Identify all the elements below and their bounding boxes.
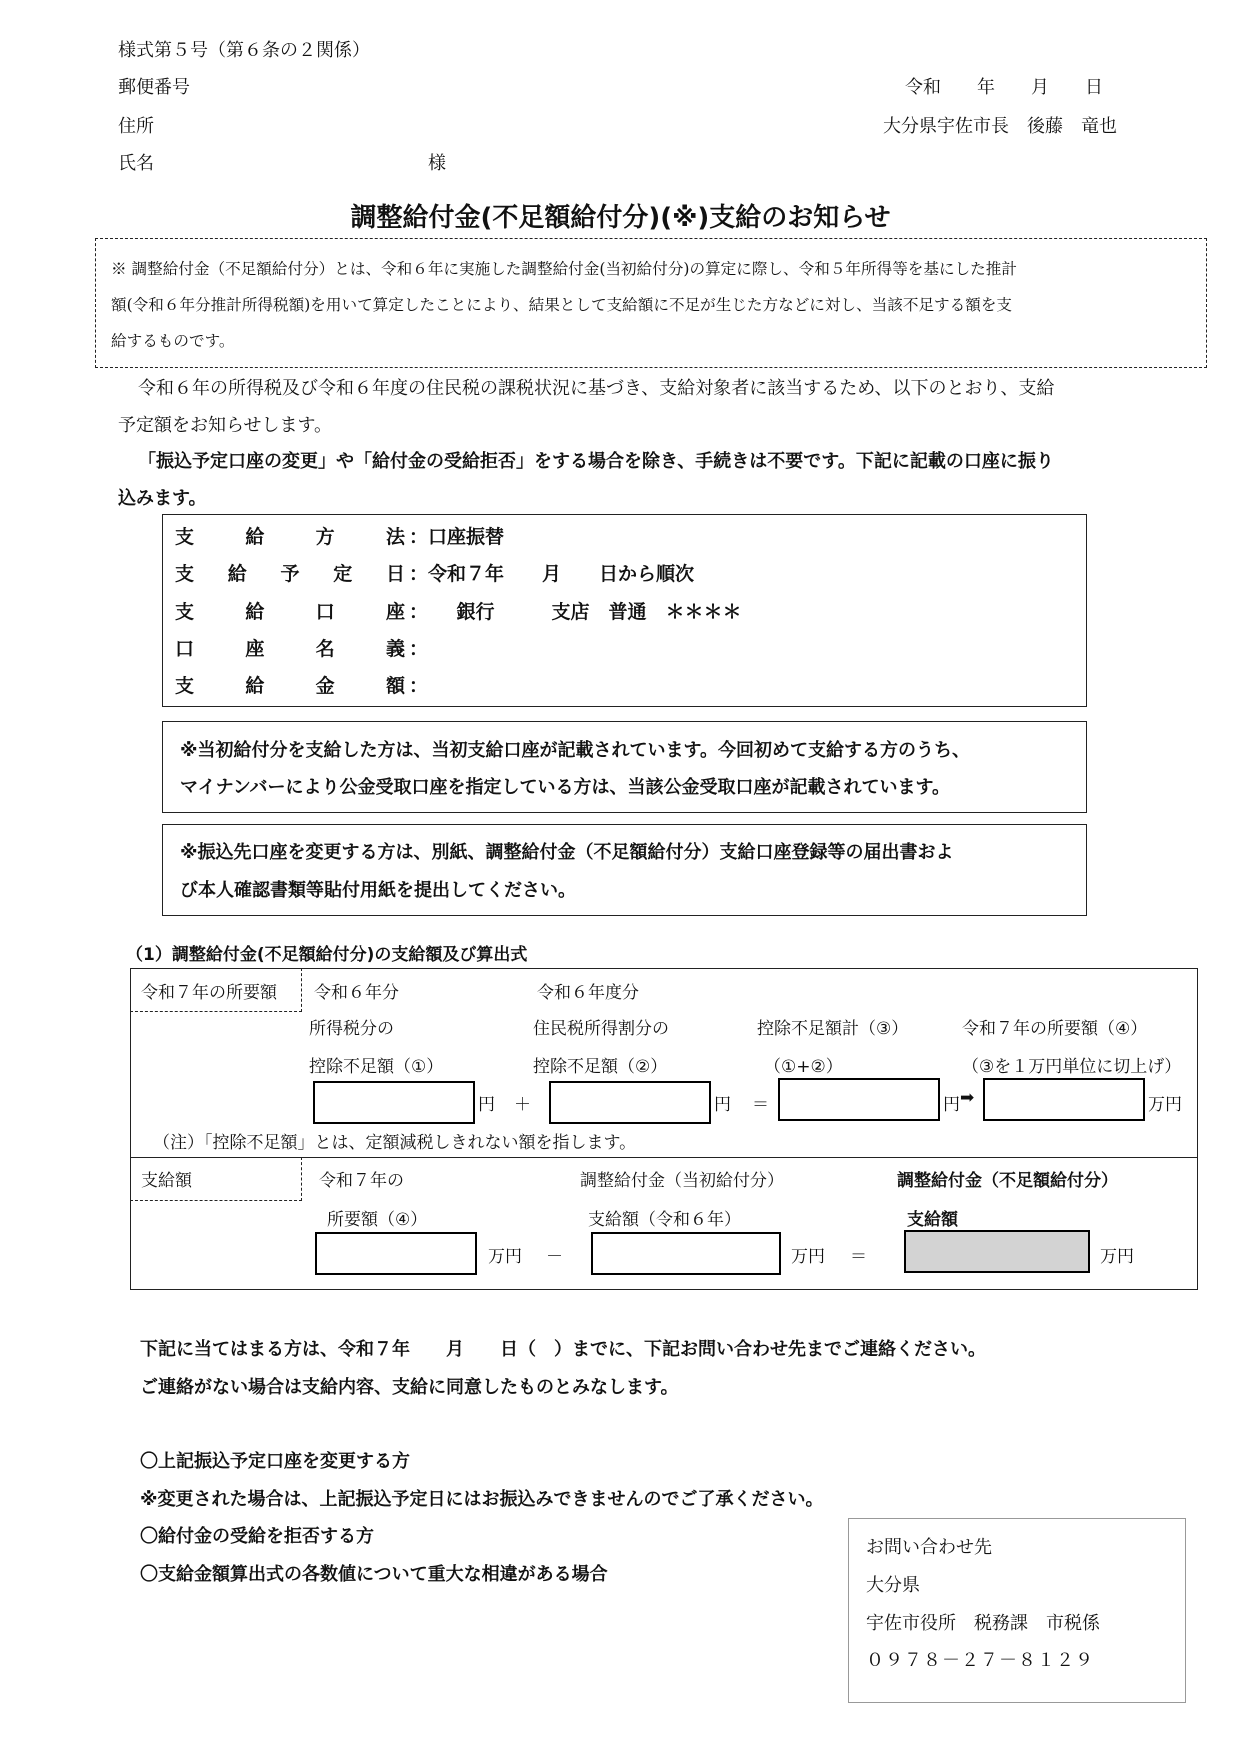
condition-item: 〇給付金の受給を拒否する方 [140,1526,374,1547]
condition-item: 〇上記振込予定口座を変更する方 [140,1451,410,1472]
initial-payment-box [591,1232,781,1275]
deduction-total-col-label: （①+②） [764,1057,843,1077]
initial-payment-label: 調整給付金（当初給付分） [580,1171,784,1191]
definition-note-line: ※ 調整給付金（不足額給付分）とは、令和６年に実施した調整給付金(当初給付分)の算定に際し、令和５年所得等を基にした推計 [111,260,1017,278]
required-amount-tag-label: 令和７年の所要額 [141,983,277,1003]
payment-method-label: 支給方法 [175,526,405,548]
postal-code-label: 郵便番号 [118,77,190,98]
address-label: 住所 [118,116,154,137]
payment-amount-row [175,671,428,698]
income-tax-col-label: 令和６年分 [314,983,399,1003]
payment-date-label: 支給予定日 [175,563,405,585]
payment-account-value: ： 銀行 支店 普通 ＊＊＊＊ [409,601,742,623]
required-amount-col-label: 令和７年の所要額（④） [962,1019,1148,1039]
form-number: 様式第５号（第６条の２関係） [118,40,370,61]
yen-unit: 円 [943,1095,960,1115]
inquiry-office: 宇佐市役所 税務課 市税係 [866,1613,1100,1634]
deduction-shortfall-2-box [549,1081,711,1124]
required-amount-4-input-box [315,1232,477,1275]
minus-sign: － [546,1247,563,1267]
required-amount-label: 令和７年の [319,1171,404,1191]
deduction-shortfall-1-box [313,1081,475,1124]
payment-amount-label: 支給金額 [175,675,405,697]
initial-account-notice-box [162,721,1087,813]
deduction-footnote: （注）「控除不足額」とは、定額減税しきれない額を指します。 [153,1133,637,1153]
account-holder-label: 口座名義 [175,638,405,660]
payment-date-row [175,559,694,586]
definition-note-line: 給するものです。 [111,332,235,350]
page-title: 調整給付金(不足額給付分)(※)支給のお知らせ [350,203,891,233]
required-amount-4-box [983,1078,1145,1121]
income-tax-col-label: 控除不足額（①） [309,1057,444,1077]
intro-text: 予定額をお知らせします。 [118,415,333,436]
manyen-unit: 万円 [1100,1247,1134,1267]
issuer: 大分県宇佐市長 後藤 竜也 [883,116,1117,137]
inquiry-phone: ０９７８－２７－８１２９ [866,1650,1094,1671]
payment-account-row [175,597,742,624]
equals-sign: ＝ [752,1095,769,1115]
payment-account-label: 支給口座 [175,601,405,623]
yen-unit: 円 [714,1095,731,1115]
yen-unit: 円 [478,1095,495,1115]
manyen-unit: 万円 [1148,1095,1182,1115]
resident-tax-col-label: 住民税所得割分の [533,1019,669,1039]
arrow-right-icon: ➡ [960,1088,975,1108]
initial-account-notice: マイナンバーにより公金受取口座を指定している方は、当該公金受取口座が記載されています。 [180,777,951,798]
payment-amount-value: ： [409,675,429,697]
deduction-total-3-box [778,1078,940,1121]
payment-method-row [175,522,504,549]
required-amount-label: 所要額（④） [327,1210,428,1230]
payment-amount-tag-label: 支給額 [141,1171,192,1191]
initial-payment-label: 支給額（令和６年） [588,1210,741,1230]
initial-account-notice: ※当初給付分を支給した方は、当初支給口座が記載されています。今回初めて支給する方のうち、 [180,740,971,761]
account-change-notice: ※振込先口座を変更する方は、別紙、調整給付金（不足額給付分）支給口座登録等の届出書およ [180,842,954,863]
issue-date: 令和 年 月 日 [905,77,1103,98]
payment-method-value: ：口座振替 [409,526,505,548]
shortfall-payment-label: 調整給付金（不足額給付分） [897,1171,1118,1191]
condition-note: ※変更された場合は、上記振込予定日にはお振込みできませんのでご了承ください。 [140,1489,824,1510]
inquiry-prefecture: 大分県 [866,1575,920,1596]
name-label: 氏名 [118,153,154,174]
required-amount-col-label: （③を１万円単位に切上げ） [962,1057,1182,1077]
consent-notice: ご連絡がない場合は支給内容、支給に同意したものとみなします。 [140,1377,679,1398]
shortfall-payment-label: 支給額 [907,1210,958,1230]
equals-sign: ＝ [850,1247,867,1267]
account-change-notice: び本人確認書類等貼付用紙を提出してください。 [180,880,576,901]
honorific: 様 [428,153,446,174]
payment-date-value: ：令和７年 月 日から順次 [409,563,695,585]
shortfall-payment-result-box [904,1230,1090,1273]
inquiry-title: お問い合わせ先 [866,1537,992,1558]
resident-tax-col-label: 令和６年度分 [537,983,639,1003]
calc-heading: （1）調整給付金(不足額給付分)の支給額及び算出式 [126,945,528,965]
account-holder-row [175,634,428,661]
manyen-unit: 万円 [488,1247,522,1267]
condition-item: 〇支給金額算出式の各数値について重大な相違がある場合 [140,1564,608,1585]
resident-tax-col-label: 控除不足額（②） [533,1057,668,1077]
manyen-unit: 万円 [791,1247,825,1267]
procedure-notice: 「振込予定口座の変更」や「給付金の受給拒否」をする場合を除き、手続きは不要です。下記に記載の口座に振り [138,451,1054,472]
intro-text: 令和６年の所得税及び令和６年度の住民税の課税状況に基づき、支給対象者に該当するため、以下のとおり、支給 [138,378,1055,399]
deduction-total-col-label: 控除不足額計（③） [757,1019,909,1039]
plus-sign: ＋ [514,1095,531,1115]
contact-deadline: 下記に当てはまる方は、令和７年 月 日（ ）までに、下記お問い合わせ先までご連絡ください。 [140,1339,986,1360]
definition-note-line: 額(令和６年分推計所得税額)を用いて算定したことにより、結果として支給額に不足が生じた方などに対し、当該不足する額を支 [111,296,1013,314]
account-holder-value: ： [409,638,429,660]
procedure-notice: 込みます。 [118,488,207,509]
income-tax-col-label: 所得税分の [309,1019,394,1039]
